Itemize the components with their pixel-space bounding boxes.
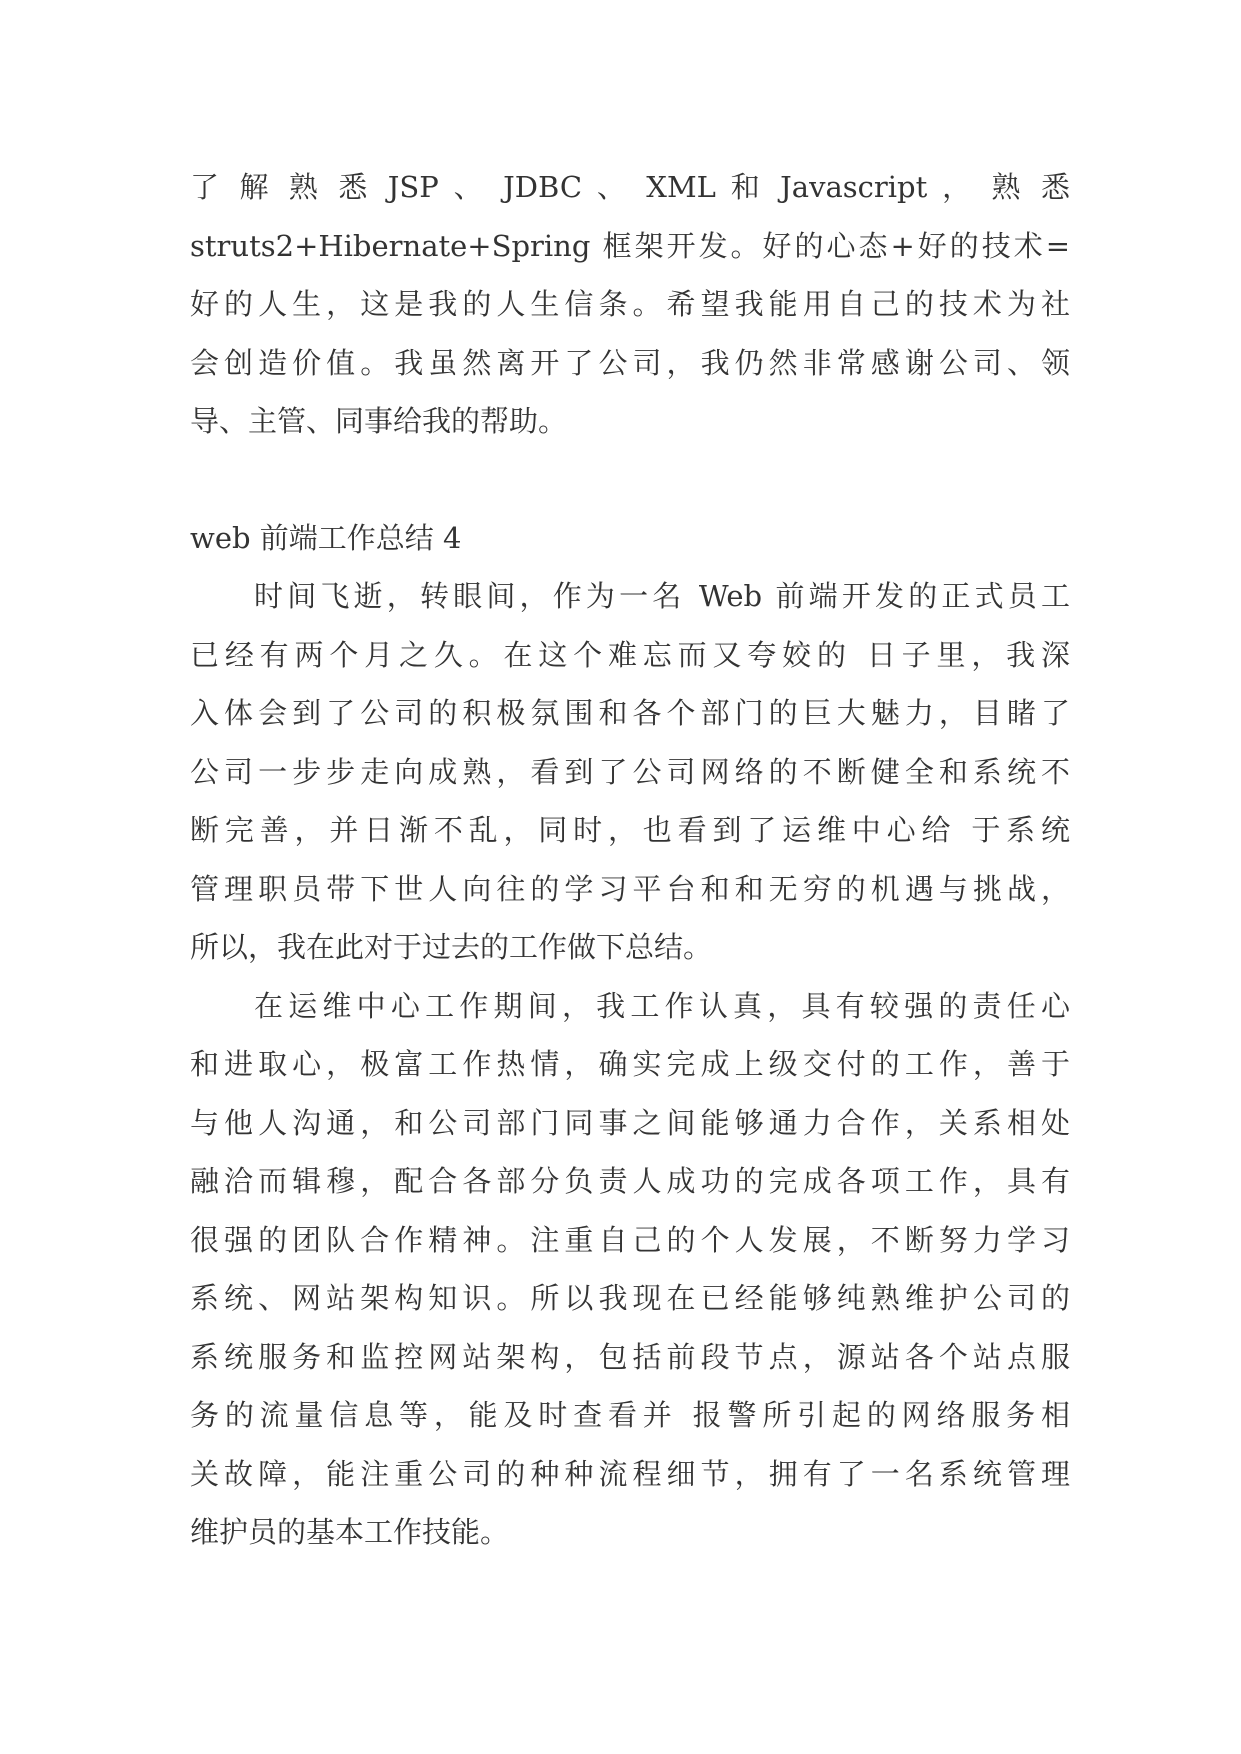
paragraph-3 xyxy=(190,977,1070,1562)
paragraph-line: 融洽而辑穆，配合各部分负责人成功的完成各项工作，具有 xyxy=(190,1164,1070,1198)
paragraph-line: 很强的团队合作精神。注重自己的个人发展，不断努力学习 xyxy=(190,1222,1070,1257)
document-body xyxy=(190,158,1070,1562)
paragraph-line: 和进取心，极富工作热情，确实完成上级交付的工作，善于 xyxy=(190,1047,1070,1081)
paragraph-line: 公司一步步走向成熟，看到了公司网络的不断健全和系统不 xyxy=(190,754,1070,789)
paragraph-line: 已经有两个月之久。在这个难忘而又夸姣的 日子里，我深 xyxy=(190,637,1070,672)
paragraph-line: 时间飞逝，转眼间，作为一名 Web 前端开发的正式员工 xyxy=(254,579,1070,613)
paragraph-line: 管理职员带下世人向往的学习平台和和无穷的机遇与挑战， xyxy=(190,871,1070,906)
paragraph-line: struts2+Hibernate+Spring 框架开发。好的心态+好的技术= xyxy=(190,228,1070,263)
paragraph-line: 务的流量信息等，能及时查看并 报警所引起的网络服务相 xyxy=(190,1398,1070,1432)
paragraph-line: 维护员的基本工作技能。 xyxy=(190,1515,510,1549)
paragraph-1 xyxy=(190,158,1070,451)
section-title: web 前端工作总结 4 xyxy=(190,520,462,555)
paragraph-line: 所以，我在此对于过去的工作做下总结。 xyxy=(190,930,713,964)
paragraph-spacer xyxy=(190,451,1070,509)
paragraph-line: 在运维中心工作期间，我工作认真，具有较强的责任心 xyxy=(254,988,1070,1023)
paragraph-line: 导、主管、同事给我的帮助。 xyxy=(190,404,568,438)
paragraph-line: 了 解 熟 悉 JSP 、 JDBC 、 XML 和 Javascript ， 熟 悉 xyxy=(190,170,1070,204)
paragraph-line: 与他人沟通，和公司部门同事之间能够通力合作，关系相处 xyxy=(190,1105,1070,1140)
paragraph-line: 入体会到了公司的积极氛围和各个部门的巨大魅力，目睹了 xyxy=(190,696,1070,730)
paragraph-2 xyxy=(190,567,1070,977)
paragraph-line: 会创造价值。我虽然离开了公司，我仍然非常感谢公司、领 xyxy=(190,345,1070,380)
paragraph-line: 系统服务和监控网站架构，包括前段节点，源站各个站点服 xyxy=(190,1339,1070,1374)
paragraph-line: 好的人生，这是我的人生信条。希望我能用自己的技术为社 xyxy=(190,287,1070,321)
paragraph-line: 关故障，能注重公司的种种流程细节，拥有了一名系统管理 xyxy=(190,1456,1070,1491)
paragraph-line: 系统、网站架构知识。所以我现在已经能够纯熟维护公司的 xyxy=(190,1281,1070,1315)
paragraph-line: 断完善，并日渐不乱，同时，也看到了运维中心给 于系统 xyxy=(190,813,1070,847)
